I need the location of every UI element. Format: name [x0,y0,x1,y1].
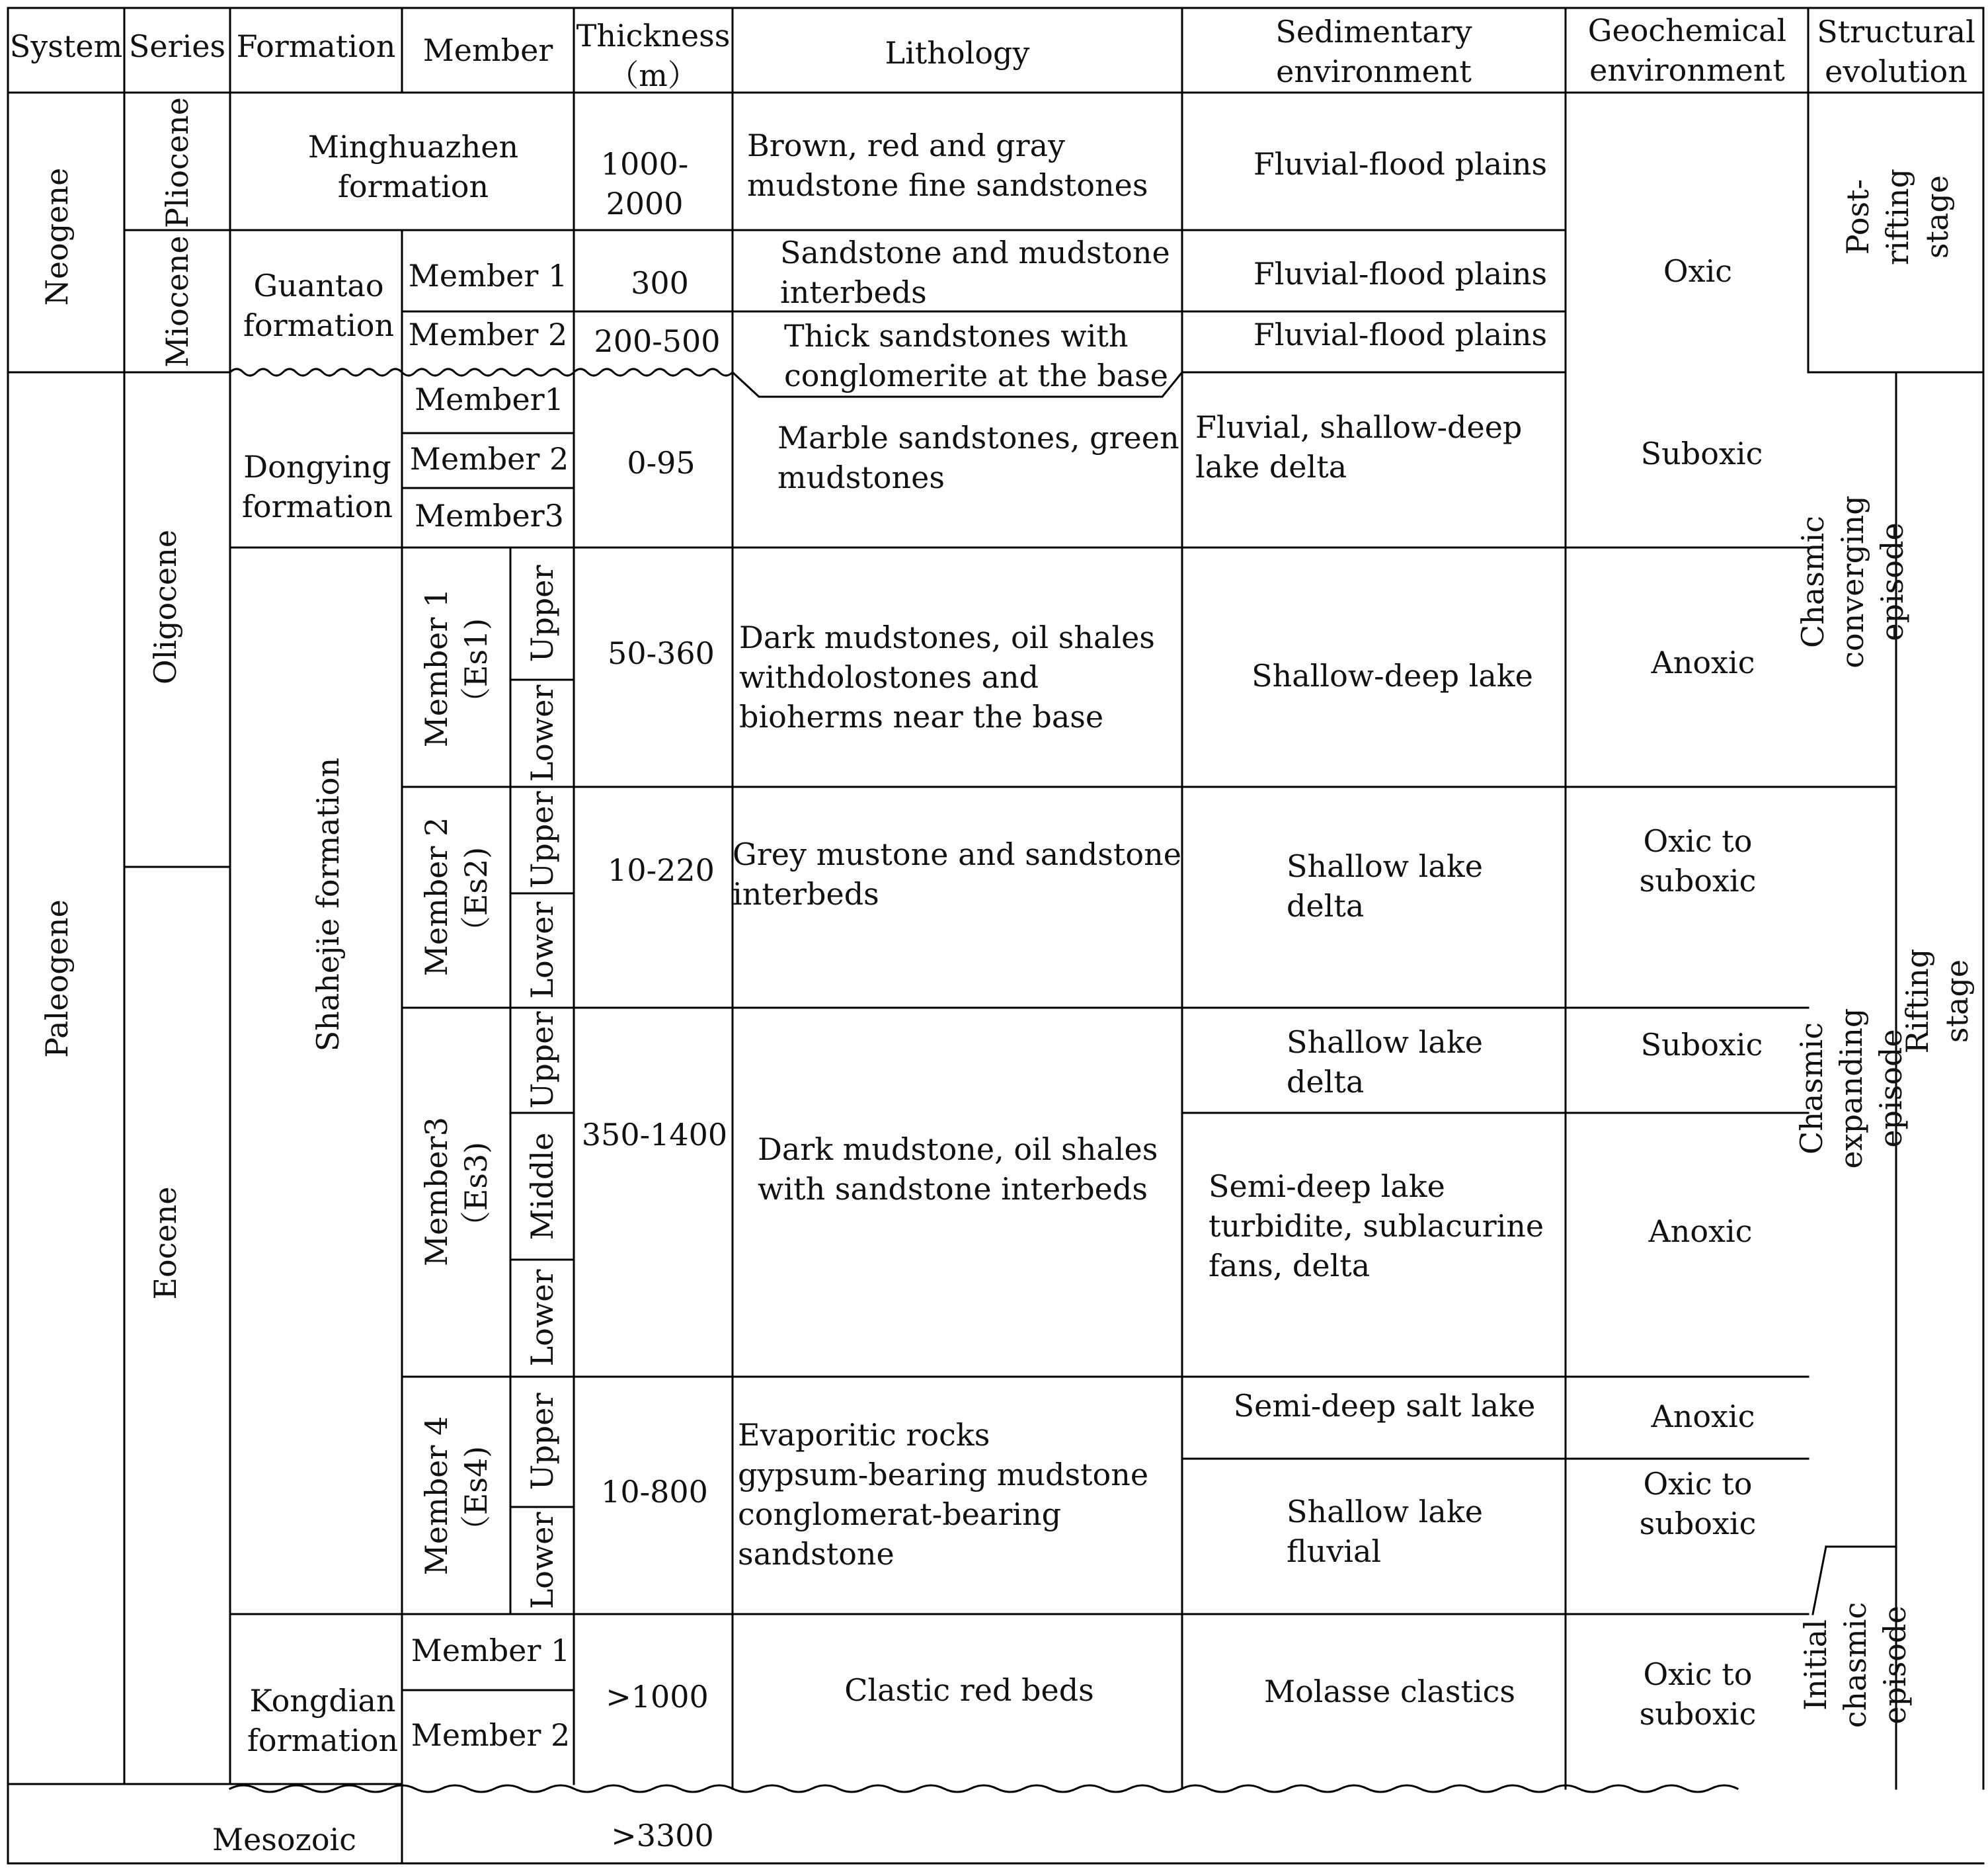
thickness-minghuazhen: 1000- 2000 [600,146,689,222]
lithology-guantao-1: Sandstone and mudstone interbeds [780,235,1170,310]
geochemical-es3-lower: Anoxic [1648,1213,1753,1249]
es3-middle: Middle [524,1132,560,1240]
thickness-es4: 10-800 [601,1474,708,1510]
header-geochemical: Geochemical environment [1587,13,1787,88]
sedimentary-es3-lower: Semi-deep lake turbidite, sublacurine fans, delta [1209,1168,1544,1283]
es2-upper: Upper [524,791,560,889]
member-dongying-3: Member3 [415,498,564,534]
member-dongying-1: Member1 [415,382,564,417]
formation-shahejie: Shahejie formation [310,757,346,1052]
geochemical-es2: Oxic to suboxic [1639,823,1757,899]
header-system: System [9,28,123,64]
es2-lower: Lower [524,901,560,999]
sedimentary-es2: Shallow lake delta [1287,848,1483,924]
member-es2: Member 2 （Es2) [418,817,494,977]
header-formation: Formation [236,28,396,64]
formation-guantao: Guantao formation [243,268,395,343]
geochemical-es3-upper: Suboxic [1640,1027,1763,1063]
system-mesozoic: Mesozoic [212,1822,357,1857]
series-oligocene: Oligocene [147,529,183,685]
thickness-es2: 10-220 [608,852,715,888]
thickness-es3: 350-1400 [581,1117,728,1153]
member-es1: Member 1 （Es1) [418,588,494,748]
header-lithology: Lithology [885,35,1030,71]
lithology-minghuazhen: Brown, red and gray mudstone fine sandstones [747,128,1148,203]
thickness-mesozoic: >3300 [611,1818,714,1853]
thickness-guantao-1: 300 [631,265,689,301]
geochemical-kongdian: Oxic to suboxic [1639,1656,1757,1732]
header-member: Member [422,32,553,68]
system-neogene: Neogene [39,167,75,306]
member-dongying-2: Member 2 [409,441,569,477]
geochemical-dongying: Suboxic [1640,436,1763,471]
lithology-guantao-2: Thick sandstones with conglomerite at the base [784,318,1168,393]
lithology-dongying: Marble sandstones, green mudstones [777,420,1179,495]
formation-minghuazhen: Minghuazhen formation [307,129,519,204]
es4-lower: Lower [524,1512,560,1609]
es3-upper: Upper [524,1011,560,1109]
geochemical-es4-lower: Oxic to suboxic [1639,1466,1757,1541]
member-kongdian-1: Member 1 [411,1633,571,1668]
lithology-es3: Dark mudstone, oil shales with sandstone interbeds [758,1131,1158,1207]
es1-upper: Upper [524,565,560,663]
member-es3: Member3 （Es3) [418,1117,494,1266]
sedimentary-minghuazhen: Fluvial-flood plains [1253,146,1548,182]
formation-kongdian: Kongdian formation [247,1683,399,1758]
member-guantao-2: Member 2 [408,317,568,352]
thickness-guantao-2: 200-500 [594,323,721,359]
sedimentary-es3-upper: Shallow lake delta [1287,1024,1483,1100]
geochemical-neogene: Oxic [1663,253,1733,289]
es4-upper: Upper [524,1393,560,1490]
lithology-es1: Dark mudstones, oil shales withdolostones and bioherms near the base [739,620,1155,735]
header-series: Series [128,28,226,64]
es1-lower: Lower [524,684,560,782]
geochemical-es4-upper: Anoxic [1651,1399,1755,1434]
thickness-kongdian: >1000 [606,1679,709,1715]
member-es4: Member 4 （Es4) [418,1416,494,1576]
member-kongdian-2: Member 2 [411,1717,571,1753]
sedimentary-kongdian: Molasse clastics [1263,1674,1516,1709]
formation-dongying: Dongying formation [241,449,393,524]
header-thickness: Thickness （m） [576,18,731,93]
sedimentary-es4-upper: Semi-deep salt lake [1233,1388,1536,1424]
header-structural: Structural evolution [1817,14,1975,89]
member-guantao-1: Member 1 [408,258,568,294]
sedimentary-es1: Shallow-deep lake [1252,658,1533,694]
structural-rifting: Rifting stage [1899,948,1975,1054]
lithology-es4: Evaporitic rocks gypsum-bearing mudstone conglomerat-bearing sandstone [738,1417,1149,1572]
sedimentary-guantao-2: Fluvial-flood plains [1253,317,1548,352]
geochemical-es1: Anoxic [1651,645,1755,680]
structural-converging: Chasmic converging episode [1795,495,1910,669]
sedimentary-es4-lower: Shallow lake fluvial [1287,1494,1483,1569]
sedimentary-guantao-1: Fluvial-flood plains [1253,256,1548,292]
thickness-es1: 50-360 [608,635,715,671]
structural-initial: Initial chasmic episode [1798,1602,1913,1728]
structural-post-rifting: Post-rifting stage [1840,169,1955,265]
lithology-es2: Grey mustone and sandstone interbeds [733,836,1181,912]
series-eocene: Eocene [147,1186,183,1300]
system-paleogene: Paleogene [39,899,75,1058]
lithology-kongdian: Clastic red beds [844,1672,1094,1708]
series-pliocene: Pliocene [159,97,195,228]
es3-lower: Lower [524,1269,560,1367]
header-sedimentary: Sedimentary environment [1275,14,1472,89]
series-miocene: Miocene [159,235,195,368]
sedimentary-dongying: Fluvial, shallow-deep lake delta [1195,409,1523,485]
structural-expanding: Chasmic expanding episode [1794,1008,1909,1169]
thickness-dongying: 0-95 [627,445,696,481]
